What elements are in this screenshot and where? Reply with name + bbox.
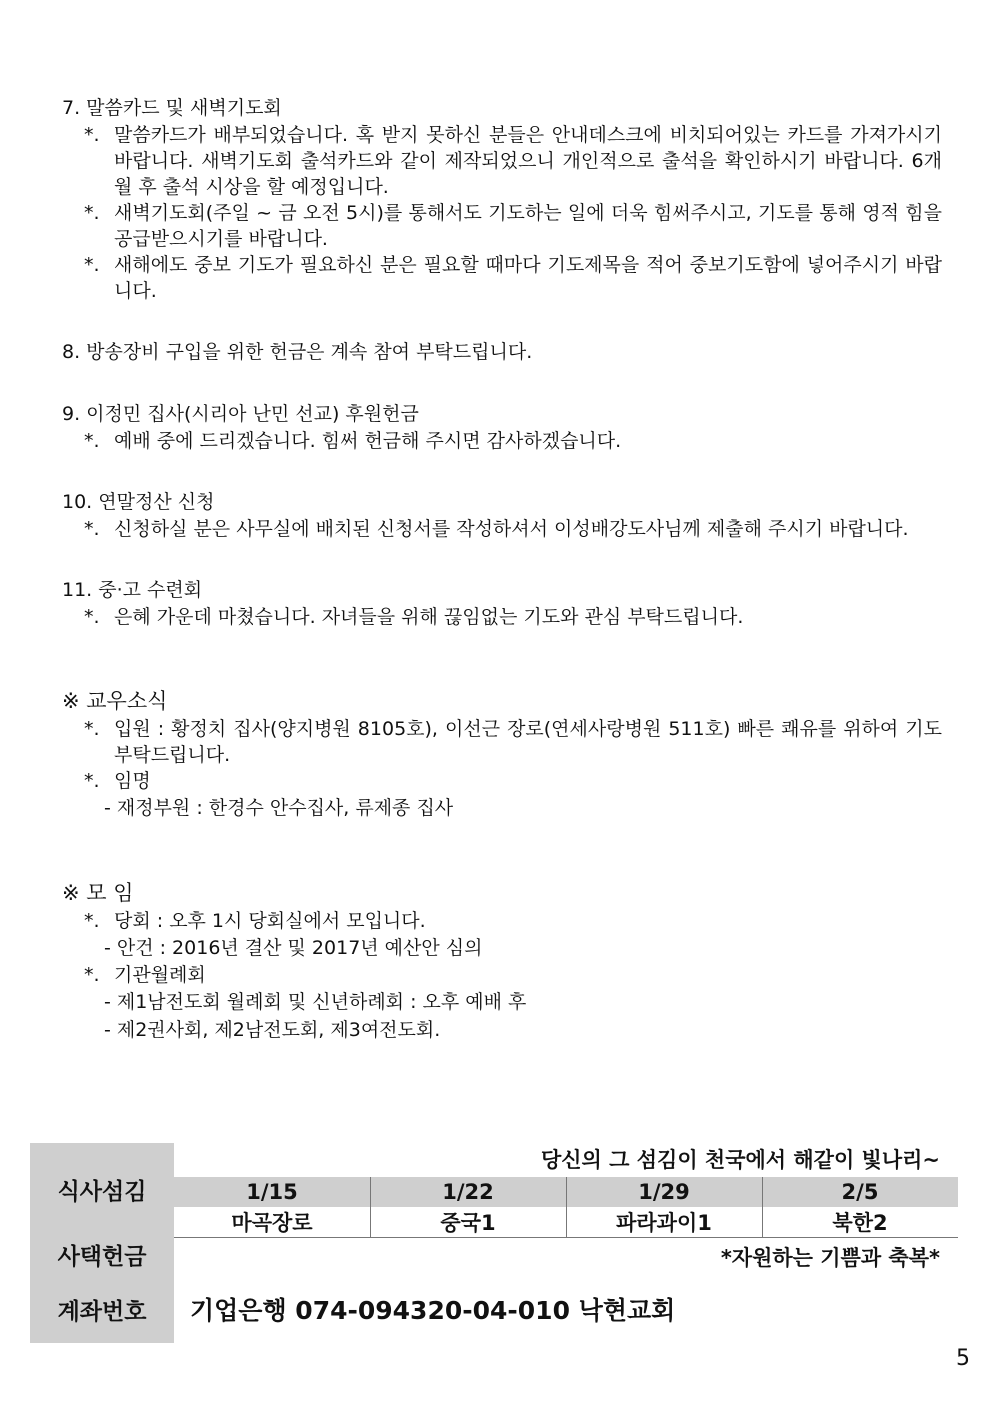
section-title: 7. 말씀카드 및 새벽기도회 [62,97,282,119]
item-text: 기관월례회 [114,964,206,986]
item-text: 입원 : 황정치 집사(양지병원 8105호), 이선근 장로(연세사랑병원 511호) 빠른 쾌유를 위하여 기도 부탁드립니다. [114,718,942,766]
item-text: 은혜 가운데 마쳤습니다. 자녀들을 위해 끊임없는 기도와 관심 부탁드립니다. [114,606,744,628]
offering-note: *자원하는 기쁨과 축복* [720,1246,940,1270]
bullet: *. [84,518,100,540]
dash: - [104,937,111,959]
name-cell: 파라과이1 [616,1211,712,1235]
dash: - [104,991,111,1013]
sub-text: 재정부원 : 한경수 안수집사, 류제종 집사 [116,797,454,819]
service-table [30,1143,958,1343]
list-item [62,428,942,454]
list-item [62,716,942,768]
section-title: 11. 중·고 수련회 [62,579,203,601]
date-cell: 1/22 [370,1177,566,1207]
dash: - [104,1019,111,1041]
list-item [62,768,942,794]
section-news [62,686,942,822]
list-item [62,200,942,252]
date-cell: 1/15 [174,1177,370,1207]
date-cell: 2/5 [762,1177,958,1207]
item-text: 새벽기도회(주일 ~ 금 오전 5시)를 통해서도 기도하는 일에 더욱 힘써주시고, 기도를 통해 영적 힘을 공급받으시기를 바랍니다. [114,202,942,250]
item-text: 예배 중에 드리겠습니다. 힘써 헌금해 주시면 감사하겠습니다. [114,430,622,452]
section-title: ※ 모 임 [62,881,134,905]
section-10 [62,488,942,542]
bullet: *. [84,964,100,986]
bullet: *. [84,202,100,224]
name-cell: 북한2 [832,1211,888,1235]
sub-item [62,1016,942,1044]
item-text: 당회 : 오후 1시 당회실에서 모입니다. [114,910,426,932]
divider [174,1237,958,1238]
divider [762,1177,763,1237]
sub-text: 제1남전도회 월례회 및 신년하례회 : 오후 예배 후 [116,991,527,1013]
bulletin-content [62,94,942,1044]
section-11 [62,576,942,630]
bullet: *. [84,124,100,146]
slogan: 당신의 그 섬김이 천국에서 해같이 빛나리~ [540,1148,940,1172]
item-text: 새해에도 중보 기도가 필요하신 분은 필요할 때마다 기도제목을 적어 중보기도함에 넣어주시기 바랍니다. [114,254,942,302]
list-item [62,516,942,542]
bullet: *. [84,606,100,628]
date-cell: 1/29 [566,1177,762,1207]
list-item [62,122,942,200]
sub-item [62,794,942,822]
divider [566,1177,567,1237]
section-title: ※ 교우소식 [62,689,168,713]
account-label: 계좌번호 [30,1275,174,1343]
section-meeting [62,878,942,1044]
bullet: *. [84,770,100,792]
sub-item [62,988,942,1016]
item-text: 신청하실 분은 사무실에 배치된 신청서를 작성하셔서 이성배강도사님께 제출해 주시기 바랍니다. [114,518,909,540]
bullet: *. [84,254,100,276]
section-title: 9. 이정민 집사(시리아 난민 선교) 후원헌금 [62,403,419,425]
name-cell: 마곡장로 [231,1211,313,1235]
list-item [62,908,942,934]
sub-item [62,934,942,962]
sub-text: 안건 : 2016년 결산 및 2017년 예산안 심의 [116,937,483,959]
meal-label: 식사섬김 [30,1143,174,1235]
name-cell: 중국1 [440,1211,496,1235]
dash: - [104,797,111,819]
section-8 [62,338,942,366]
section-title: 10. 연말정산 신청 [62,491,215,513]
item-text: 말씀카드가 배부되었습니다. 혹 받지 못하신 분들은 안내데스크에 비치되어있는 카드를 가져가시기 바랍니다. 새벽기도회 출석카드와 같이 제작되었으니 개인적으로 출석을 확인하시기 바랍니다. 6개월 후 출석 시상을 할 예정입니다. [114,124,942,198]
divider [370,1177,371,1237]
bullet: *. [84,910,100,932]
sub-text: 제2권사회, 제2남전도회, 제3여전도회. [116,1019,441,1041]
offering-label: 사택헌금 [30,1235,174,1275]
section-7 [62,94,942,304]
section-9 [62,400,942,454]
list-item [62,252,942,304]
bullet: *. [84,718,100,740]
bullet: *. [84,430,100,452]
section-title: 8. 방송장비 구입을 위한 헌금은 계속 참여 부탁드립니다. [62,341,533,363]
list-item [62,604,942,630]
list-item [62,962,942,988]
page-number: 5 [956,1346,970,1371]
account-value: 기업은행 074-094320-04-010 낙현교회 [190,1296,676,1325]
item-text: 임명 [114,770,151,792]
